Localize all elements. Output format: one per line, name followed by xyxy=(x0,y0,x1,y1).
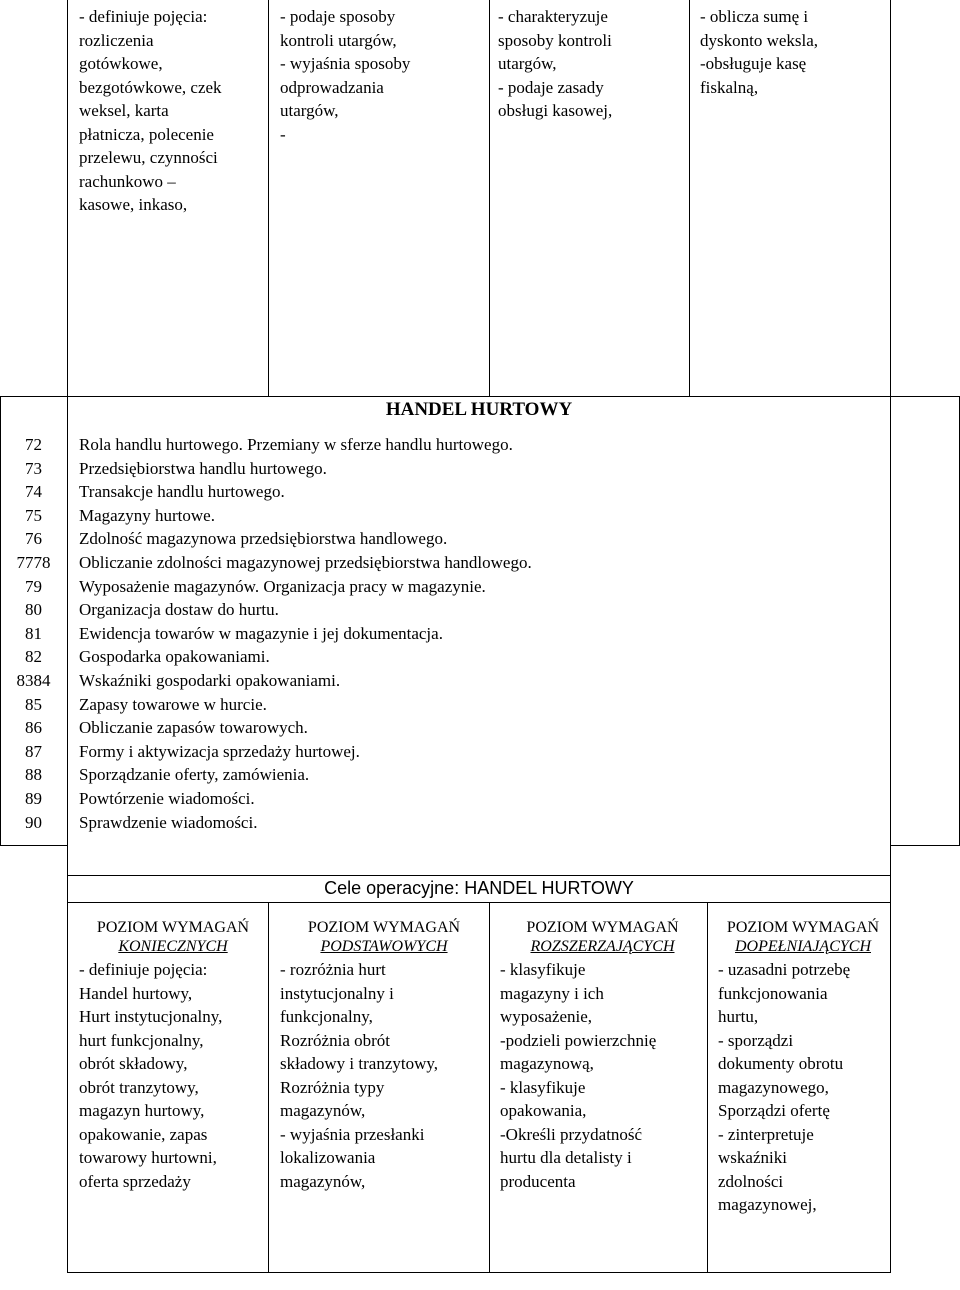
lesson-topic: Organizacja dostaw do hurtu. xyxy=(79,600,279,620)
lesson-number: 8384 xyxy=(16,670,51,690)
lesson-number: 86 xyxy=(25,718,42,738)
objectives-bottom-border xyxy=(67,1272,891,1273)
lesson-number: 7778 xyxy=(16,552,51,572)
level-name: KONIECZNYCH xyxy=(118,938,228,955)
objectives-title: Cele operacyjne: HANDEL HURTOWY xyxy=(324,878,634,898)
objective-text: - klasyfikuje magazyny i ich wyposażenie, -podzieli powierzchnię magazynową, - klasyfikuje opakowania, -Określi przydatność hurtu dla detalisty i producenta xyxy=(500,960,657,1191)
objective-column-konieczne xyxy=(79,918,267,1193)
lesson-topics xyxy=(79,433,889,834)
section-bottom-border xyxy=(0,845,68,846)
lesson-topic: Obliczanie zdolności magazynowej przedsiębiorstwa handlowego. xyxy=(79,552,532,572)
objectives-divider-3 xyxy=(707,902,708,1273)
objective-text: - uzasadni potrzebę funkcjonowania hurtu, - sporządzi dokumenty obrotu magazynowego, Sporządzi ofertę - zinterpretuje wskaźniki zdolności magazynowej, xyxy=(718,960,851,1214)
lesson-number: 72 xyxy=(25,435,42,454)
lesson-topic: Zdolność magazynowa przedsiębiorstwa handlowego. xyxy=(79,529,448,549)
lesson-topic: Sprawdzenie wiadomości. xyxy=(79,812,258,832)
lesson-topic: Formy i aktywizacja sprzedaży hurtowej. xyxy=(79,741,360,761)
section-title: HANDEL HURTOWY xyxy=(385,399,573,420)
objective-column-podstawowe xyxy=(280,918,488,1193)
objective-text: - definiuje pojęcia: Handel hurtowy, Hurt instytucjonalny, hurt funkcjonalny, obrót składowy, obrót tranzytowy, magazyn hurtowy, opakowanie, zapas towarowy hurtowni, oferta sprzedaży xyxy=(79,960,223,1191)
top-cell-1: - definiuje pojęcia: rozliczenia gotówkowe, bezgotówkowe, czek weksel, karta płatnicza, polecenie przelewu, czynności rachunkowo – kasowe, inkaso, xyxy=(79,7,222,214)
level-heading: POZIOM WYMAGAŃ xyxy=(726,919,880,936)
lesson-topic: Przedsiębiorstwa handlu hurtowego. xyxy=(79,458,327,478)
lesson-number: 81 xyxy=(25,623,42,643)
objectives-left-border xyxy=(67,875,68,1273)
lesson-topic: Obliczanie zapasów towarowych. xyxy=(79,718,308,738)
objectives-divider-1 xyxy=(268,902,269,1273)
lesson-number: 76 xyxy=(25,529,42,549)
objective-column-rozszerzajace xyxy=(500,918,705,1193)
section-top-border xyxy=(0,396,960,397)
lesson-topic: Zapasy towarowe w hurcie. xyxy=(79,694,267,714)
level-heading: POZIOM WYMAGAŃ xyxy=(96,919,250,936)
top-table-divider-3 xyxy=(689,0,690,396)
top-table-right-border xyxy=(890,0,891,396)
lesson-topic: Powtórzenie wiadomości. xyxy=(79,788,255,808)
objectives-header-divider xyxy=(67,902,891,903)
level-name: PODSTAWOWYCH xyxy=(320,938,448,955)
top-cell-4: - oblicza sumę i dyskonto weksla, -obsługuje kasę fiskalną, xyxy=(700,7,819,97)
lesson-number: 74 xyxy=(25,482,42,502)
lesson-number: 87 xyxy=(25,741,42,761)
lesson-topic: Magazyny hurtowe. xyxy=(79,505,215,525)
lesson-number: 85 xyxy=(25,694,42,714)
lesson-topic: Ewidencja towarów w magazynie i jej dokumentacja. xyxy=(79,623,443,643)
level-name: DOPEŁNIAJĄCYCH xyxy=(735,938,871,955)
objectives-divider-2 xyxy=(489,902,490,1273)
lesson-topic: Wyposażenie magazynów. Organizacja pracy w magazynie. xyxy=(79,576,486,596)
lesson-topic: Gospodarka opakowaniami. xyxy=(79,647,270,667)
top-table-divider-1 xyxy=(268,0,269,396)
top-table-left-border xyxy=(67,0,68,396)
section-right-divider xyxy=(890,396,891,876)
lesson-number: 73 xyxy=(25,458,42,478)
lesson-number: 88 xyxy=(25,765,42,785)
top-cell-2: - podaje sposoby kontroli utargów, - wyjaśnia sposoby odprowadzania utargów, - xyxy=(280,7,411,144)
objective-column-dopelniajace xyxy=(718,918,888,1217)
top-cell-3: - charakteryzuje sposoby kontroli utargów, - podaje zasady obsługi kasowej, xyxy=(498,7,613,120)
level-heading: POZIOM WYMAGAŃ xyxy=(307,919,461,936)
level-name: ROZSZERZAJĄCYCH xyxy=(530,938,675,955)
lesson-number: 80 xyxy=(25,600,42,620)
lesson-topic: Rola handlu hurtowego. Przemiany w sferze handlu hurtowego. xyxy=(79,435,513,454)
section-bottom-border-right xyxy=(890,845,960,846)
section-number-divider xyxy=(67,396,68,846)
section-content-bottom xyxy=(67,846,68,876)
lesson-topic: Wskaźniki gospodarki opakowaniami. xyxy=(79,670,341,690)
level-heading: POZIOM WYMAGAŃ xyxy=(526,919,679,936)
lesson-numbers xyxy=(0,433,67,834)
lesson-number: 82 xyxy=(25,647,42,667)
objectives-right-border xyxy=(890,875,891,1273)
lesson-number: 89 xyxy=(25,788,42,808)
lesson-number: 90 xyxy=(25,812,42,832)
lesson-topic: Transakcje handlu hurtowego. xyxy=(79,482,285,502)
lesson-number: 79 xyxy=(25,576,42,596)
objective-text: - rozróżnia hurt instytucjonalny i funkcjonalny, Rozróżnia obrót składowy i tranzytowy, Rozróżnia typy magazynów, - wyjaśnia przesłanki lokalizowania magazynów, xyxy=(280,960,439,1191)
top-table-divider-2 xyxy=(489,0,490,396)
lesson-number: 75 xyxy=(25,505,42,525)
lesson-topic: Sporządzanie oferty, zamówienia. xyxy=(79,765,310,785)
